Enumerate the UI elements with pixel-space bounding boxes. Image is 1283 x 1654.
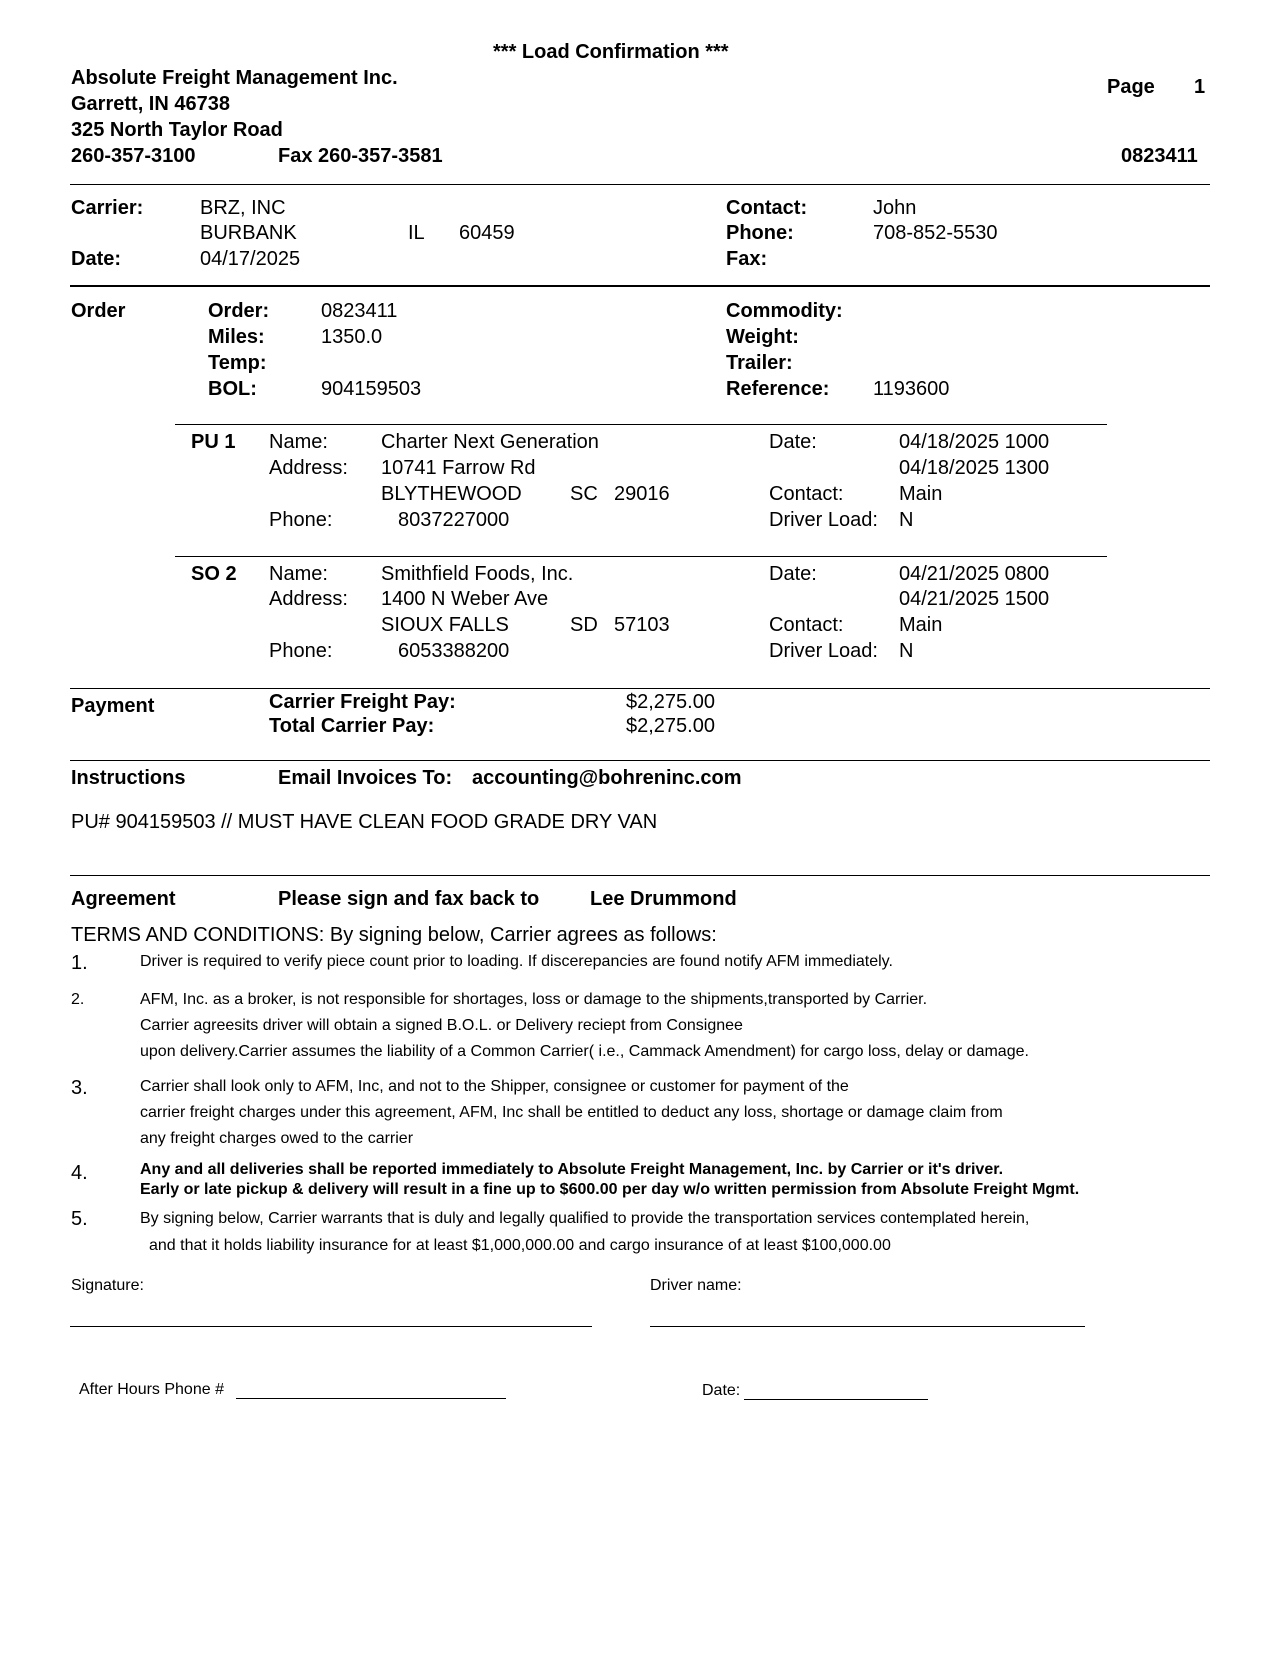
divider — [70, 875, 1210, 876]
term-text: Any and all deliveries shall be reported immediately to Absolute Freight Management, Inc. by Carrier or it's driver. — [140, 1161, 1004, 1178]
agreement-contact-name: Lee Drummond — [590, 888, 737, 910]
terms-heading: TERMS AND CONDITIONS: By signing below, Carrier agrees as follows: — [71, 924, 717, 946]
stop-name-label: Name: — [269, 563, 328, 585]
order-section-label: Order — [71, 300, 126, 322]
signature-label: Signature: — [71, 1277, 144, 1294]
trailer-label: Trailer: — [726, 352, 793, 374]
term-number: 1. — [71, 952, 88, 974]
document-title: *** Load Confirmation *** — [493, 41, 729, 63]
term-number: 4. — [71, 1162, 88, 1184]
signature-date-line[interactable] — [744, 1399, 928, 1400]
stop-city: SIOUX FALLS — [381, 614, 509, 636]
stop-contact: Main — [899, 614, 943, 636]
stop-zip: 29016 — [614, 483, 670, 505]
after-hours-phone-line[interactable] — [236, 1398, 506, 1399]
agreement-section-label: Agreement — [71, 888, 176, 910]
phone-value: 708-852-5530 — [873, 222, 998, 244]
driver-name-line[interactable] — [650, 1326, 1085, 1327]
stop-code: PU 1 — [191, 431, 236, 453]
sign-fax-text: Please sign and fax back to — [278, 888, 540, 910]
stop-city: BLYTHEWOOD — [381, 483, 522, 505]
total-pay-label: Total Carrier Pay: — [269, 715, 435, 737]
carrier-label: Carrier: — [71, 197, 144, 219]
carrier-date-label: Date: — [71, 248, 122, 270]
stop-state: SC — [570, 483, 598, 505]
stop-driver-load-label: Driver Load: — [769, 640, 878, 662]
company-street: 325 North Taylor Road — [71, 119, 283, 141]
stop-date-end: 04/21/2025 1500 — [899, 588, 1050, 610]
stop-state: SD — [570, 614, 598, 636]
term-text: Carrier shall look only to AFM, Inc, and not to the Shipper, consignee or customer for payment of the — [140, 1078, 849, 1095]
stop-date-end: 04/18/2025 1300 — [899, 457, 1050, 479]
stop-zip: 57103 — [614, 614, 670, 636]
contact-label: Contact: — [726, 197, 808, 219]
stop-contact-label: Contact: — [769, 483, 844, 505]
page-label: Page — [1107, 76, 1155, 98]
stop-phone: 6053388200 — [398, 640, 510, 662]
stop-name: Smithfield Foods, Inc. — [381, 563, 574, 585]
fax-label: Fax: — [726, 248, 768, 270]
freight-pay-value: $2,275.00 — [626, 691, 715, 713]
miles-label: Miles: — [208, 326, 265, 348]
stop-name: Charter Next Generation — [381, 431, 599, 453]
term-text: Driver is required to verify piece count prior to loading. If discerepancies are found notify AFM immediately. — [140, 953, 893, 970]
carrier-city: BURBANK — [200, 222, 297, 244]
divider — [70, 184, 1210, 185]
stop-name-label: Name: — [269, 431, 328, 453]
carrier-date: 04/17/2025 — [200, 248, 301, 270]
divider — [70, 760, 1210, 761]
reference-value: 1193600 — [873, 378, 950, 400]
stop-address-label: Address: — [269, 457, 348, 479]
miles-value: 1350.0 — [321, 326, 383, 348]
stop-date-label: Date: — [769, 563, 817, 585]
stop-phone: 8037227000 — [398, 509, 510, 531]
reference-label: Reference: — [726, 378, 830, 400]
stop-address-label: Address: — [269, 588, 348, 610]
term-text: and that it holds liability insurance for at least $1,000,000.00 and cargo insurance of at least $100,000.00 — [149, 1237, 891, 1254]
payment-section-label: Payment — [71, 695, 155, 717]
stop-date-start: 04/18/2025 1000 — [899, 431, 1050, 453]
stop-contact-label: Contact: — [769, 614, 844, 636]
phone-label: Phone: — [726, 222, 794, 244]
stop-driver-load-label: Driver Load: — [769, 509, 878, 531]
stop-driver-load: N — [899, 640, 914, 662]
instructions-note: PU# 904159503 // MUST HAVE CLEAN FOOD GRADE DRY VAN — [71, 811, 658, 833]
signature-line[interactable] — [70, 1326, 592, 1327]
stop-phone-label: Phone: — [269, 640, 333, 662]
after-hours-phone-label: After Hours Phone # — [79, 1381, 224, 1398]
carrier-zip: 60459 — [459, 222, 515, 244]
company-name: Absolute Freight Management Inc. — [71, 67, 398, 89]
term-number: 3. — [71, 1077, 88, 1099]
company-city-line: Garrett, IN 46738 — [71, 93, 230, 115]
signature-date-label: Date: — [702, 1382, 741, 1399]
term-text: Carrier agreesits driver will obtain a signed B.O.L. or Delivery reciept from Consignee — [140, 1017, 743, 1034]
divider — [175, 424, 1107, 425]
term-number: 2. — [71, 991, 85, 1008]
driver-name-label: Driver name: — [650, 1277, 742, 1294]
term-text: carrier freight charges under this agreement, AFM, Inc shall be entitled to deduct any loss, shortage or damage claim from — [140, 1104, 1003, 1121]
stop-address: 1400 N Weber Ave — [381, 588, 549, 610]
divider — [175, 556, 1107, 557]
order-label: Order: — [208, 300, 270, 322]
stop-address: 10741 Farrow Rd — [381, 457, 536, 479]
instructions-section-label: Instructions — [71, 767, 186, 789]
freight-pay-label: Carrier Freight Pay: — [269, 691, 456, 713]
term-text: any freight charges owed to the carrier — [140, 1130, 414, 1147]
load-number: 0823411 — [1121, 145, 1198, 167]
stop-date-label: Date: — [769, 431, 817, 453]
stop-code: SO 2 — [191, 563, 237, 585]
term-text: Early or late pickup & delivery will result in a fine up to $600.00 per day w/o written permission from Absolute Freight Mgmt. — [140, 1181, 1080, 1198]
total-pay-value: $2,275.00 — [626, 715, 715, 737]
carrier-name: BRZ, INC — [200, 197, 286, 219]
company-fax: Fax 260-357-3581 — [278, 145, 443, 167]
term-text: upon delivery.Carrier assumes the liability of a Common Carrier( i.e., Cammack Amendment) for cargo loss, delay or damage. — [140, 1043, 1029, 1060]
term-text: AFM, Inc. as a broker, is not responsible for shortages, loss or damage to the shipments,transported by Carrier. — [140, 991, 928, 1008]
company-phone: 260-357-3100 — [71, 145, 196, 167]
bol-label: BOL: — [208, 378, 257, 400]
contact-value: John — [873, 197, 917, 219]
email-address: accounting@bohreninc.com — [472, 767, 742, 789]
term-text: By signing below, Carrier warrants that is duly and legally qualified to provide the transportation services contemplated herein, — [140, 1210, 1030, 1227]
page-number: 1 — [1194, 76, 1206, 98]
stop-date-start: 04/21/2025 0800 — [899, 563, 1050, 585]
temp-label: Temp: — [208, 352, 267, 374]
divider — [70, 688, 1210, 689]
order-value: 0823411 — [321, 300, 398, 322]
divider — [70, 285, 1210, 287]
email-label: Email Invoices To: — [278, 767, 453, 789]
stop-phone-label: Phone: — [269, 509, 333, 531]
bol-value: 904159503 — [321, 378, 422, 400]
carrier-state: IL — [408, 222, 425, 244]
term-number: 5. — [71, 1208, 88, 1230]
stop-driver-load: N — [899, 509, 914, 531]
stop-contact: Main — [899, 483, 943, 505]
commodity-label: Commodity: — [726, 300, 843, 322]
weight-label: Weight: — [726, 326, 799, 348]
